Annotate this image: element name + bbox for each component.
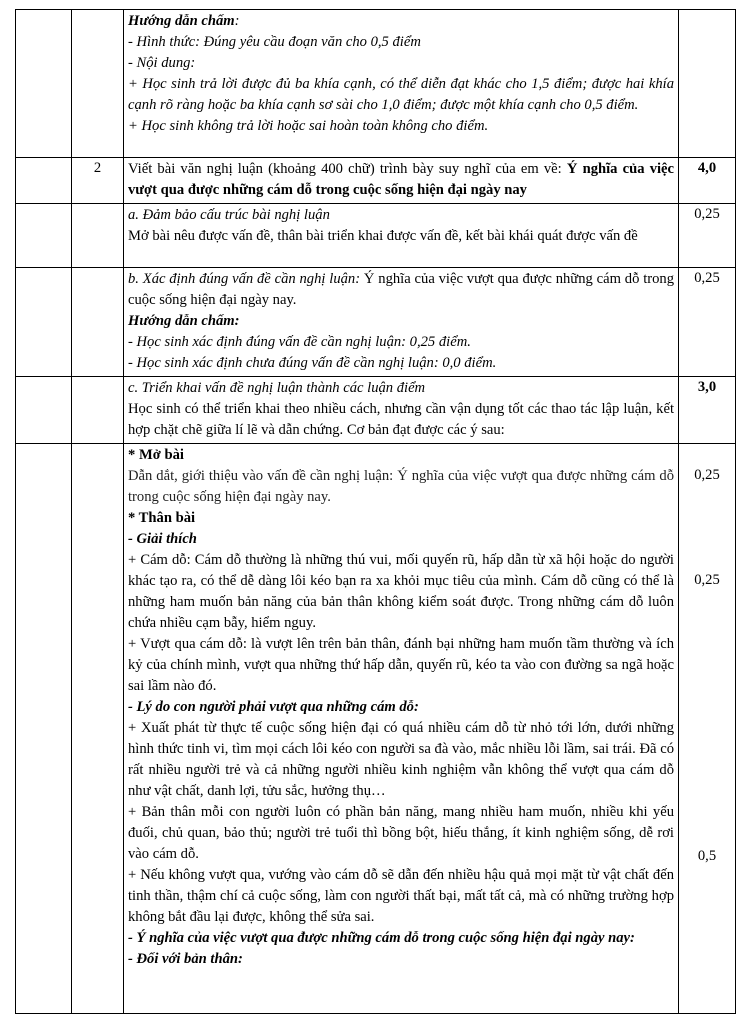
criteria-line: - Nội dung:: [128, 55, 196, 71]
prompt-topic: Ý nghĩa của việc vượt qua được những cám dỗ trong cuộc sống hiện đại ngày nay: [128, 161, 675, 198]
score-value: 4,0: [679, 158, 736, 204]
section-heading-mo-bai: * Mở bài: [128, 447, 184, 463]
table-row: [16, 377, 736, 444]
cell-part: [16, 444, 72, 1014]
cell-part: [16, 10, 72, 158]
score-value-giai-thich: 0,25: [694, 572, 720, 588]
cell-question: [72, 10, 124, 158]
section-heading-than-bai: * Thân bài: [128, 510, 196, 526]
criterion-title: a. Đảm bảo cấu trúc bài nghị luận: [128, 207, 330, 223]
criteria-line: - Hình thức: Đúng yêu cầu đoạn văn cho 0,5 điểm: [128, 34, 421, 50]
table-row: [16, 10, 736, 158]
criterion-title: c. Triển khai vấn đề nghị luận thành các luận điểm: [128, 380, 426, 396]
subheading-doi-voi-ban-than: - Đối với bản thân:: [128, 951, 243, 967]
score-value-ly-do: 0,5: [697, 848, 717, 864]
cell-content: [124, 204, 679, 268]
table-row: [16, 268, 736, 377]
criteria-line: + Học sinh trả lời được đủ ba khía cạnh, có thể diễn đạt khác cho 1,5 điểm; được hai khía cạnh rõ ràng hoặc ba khía cạnh sơ sài cho 1,0 điểm; được một khía cạnh cho 0,5 điểm.: [128, 76, 674, 113]
cell-score: [679, 444, 736, 1014]
criteria-line: - Học sinh xác định đúng vấn đề cần nghị luận: 0,25 điểm.: [128, 334, 471, 350]
cell-content: [124, 377, 679, 444]
table-row: [16, 158, 736, 204]
subheading-y-nghia: - Ý nghĩa của việc vượt qua được những cám dỗ trong cuộc sống hiện đại ngày nay:: [128, 930, 635, 946]
criterion-topic: Ý nghĩa của việc vượt qua được những cám dỗ trong cuộc sống hiện đại ngày nay.: [128, 271, 675, 308]
reason-item: + Xuất phát từ thực tế cuộc sống hiện đại có quá nhiều cám dỗ từ nhỏ tới lớn, dưới những hình thức tinh vi, tìm mọi cách lôi kéo con người sa đà vào, mắc nhiều lỗi lầm, sai trái. Đã có rất nhiều người trẻ và cả những người nhiều kinh nghiệm vẫn không thể vượt qua cám dỗ như vật chất, danh lợi, tửu sắc, hưởng thụ…: [128, 720, 674, 799]
reason-item: + Nếu không vượt qua, vướng vào cám dỗ sẽ dẫn đến nhiều hậu quả mọi mặt từ vật chất đến tinh thần, thậm chí cả cuộc sống, làm con người thất bại, mất tất cả, mà có những trường hợp không bắt đầu lại được, không thể sửa sai.: [128, 867, 674, 925]
criterion-body: Học sinh có thể triển khai theo nhiều cách, nhưng cần vận dụng tốt các thao tác lập luận, kết hợp chặt chẽ giữa lí lẽ và dẫn chứng. Cơ bản đạt được các ý sau:: [128, 401, 674, 438]
cell-part: [16, 158, 72, 204]
criteria-line: - Học sinh xác định chưa đúng vấn đề cần nghị luận: 0,0 điểm.: [128, 355, 497, 371]
cell-part: [16, 377, 72, 444]
mo-bai-text: Dẫn dắt, giới thiệu vào vấn đề cần nghị luận: Ý nghĩa của việc vượt qua được những cám dỗ trong cuộc sống hiện đại ngày nay.: [128, 468, 674, 505]
score-value: 0,25: [679, 268, 736, 377]
score-value-mo-bai: 0,25: [694, 467, 720, 483]
subheading-giai-thich: - Giải thích: [128, 531, 197, 547]
score-value: 0,25: [679, 204, 736, 268]
criterion-title: b. Xác định đúng vấn đề cần nghị luận:: [128, 271, 361, 287]
explanation-item: + Vượt qua cám dỗ: là vượt lên trên bản thân, đánh bại những ham muốn tầm thường và ích kỷ của chính mình, vượt qua những thứ hấp dẫn, quyến rũ, kéo ta vào con đường sa ngã hoặc sai lầm nào đó.: [128, 636, 674, 694]
criterion-body: Mở bài nêu được vấn đề, thân bài triển khai được vấn đề, kết bài khái quát được vấn đề: [128, 228, 638, 244]
cell-part: [16, 204, 72, 268]
criteria-line: + Học sinh không trả lời hoặc sai hoàn toàn không cho điểm.: [128, 118, 489, 134]
cell-content: [124, 158, 679, 204]
table-row: [16, 444, 736, 1014]
subheading-ly-do: - Lý do con người phải vượt qua những cám dỗ:: [128, 699, 419, 715]
explanation-item: + Cám dỗ: Cám dỗ thường là những thú vui, mối quyến rũ, hấp dẫn từ xã hội hoặc do người khác tạo ra, có thể dễ dàng lôi kéo bạn ra xa khỏi mục tiêu của mình. Cám dỗ cũng có thể là những ham muốn bản năng của bản thân không kiểm soát được. Trong những cám dỗ luôn chứa nhiều cạm bẫy, hiểm nguy.: [128, 552, 674, 631]
score-value: 3,0: [679, 377, 736, 444]
cell-content: [124, 268, 679, 377]
grading-heading: Hướng dẫn chấm: [128, 13, 235, 29]
grading-heading: Hướng dẫn chấm:: [128, 313, 240, 329]
question-number: 2: [72, 158, 124, 204]
grading-table: [15, 9, 736, 1014]
prompt-text: Viết bài văn nghị luận (khoảng 400 chữ) trình bày suy nghĩ của em về:: [128, 161, 567, 177]
cell-content: [124, 444, 679, 1014]
cell-part: [16, 268, 72, 377]
cell-score: [679, 10, 736, 158]
cell-question: [72, 268, 124, 377]
reason-item: + Bản thân mỗi con người luôn có phần bản năng, mang nhiều ham muốn, nhiều khi yếu đuối, chủ quan, bảo thủ; người trẻ tuổi thì bồng bột, hiếu thắng, ít kinh nghiệm sống, dễ rơi vào cám dỗ.: [128, 804, 674, 862]
table-row: [16, 204, 736, 268]
cell-question: [72, 444, 124, 1014]
cell-question: [72, 204, 124, 268]
cell-content: Hướng dẫn chấm: - Hình thức: Đúng yêu cầu đoạn văn cho 0,5 điểm - Nội dung: + Học sinh trả lời được đủ ba khía cạnh, có thể diễn đạt khác cho 1,5 điểm; được hai khía cạnh rõ ràng hoặc ba khía cạnh sơ sài cho 1,0 điểm; được một khía cạnh cho 0,5 điểm. + Học sinh không trả lời hoặc sai hoàn toàn không cho điểm.: [124, 10, 679, 158]
cell-question: [72, 377, 124, 444]
